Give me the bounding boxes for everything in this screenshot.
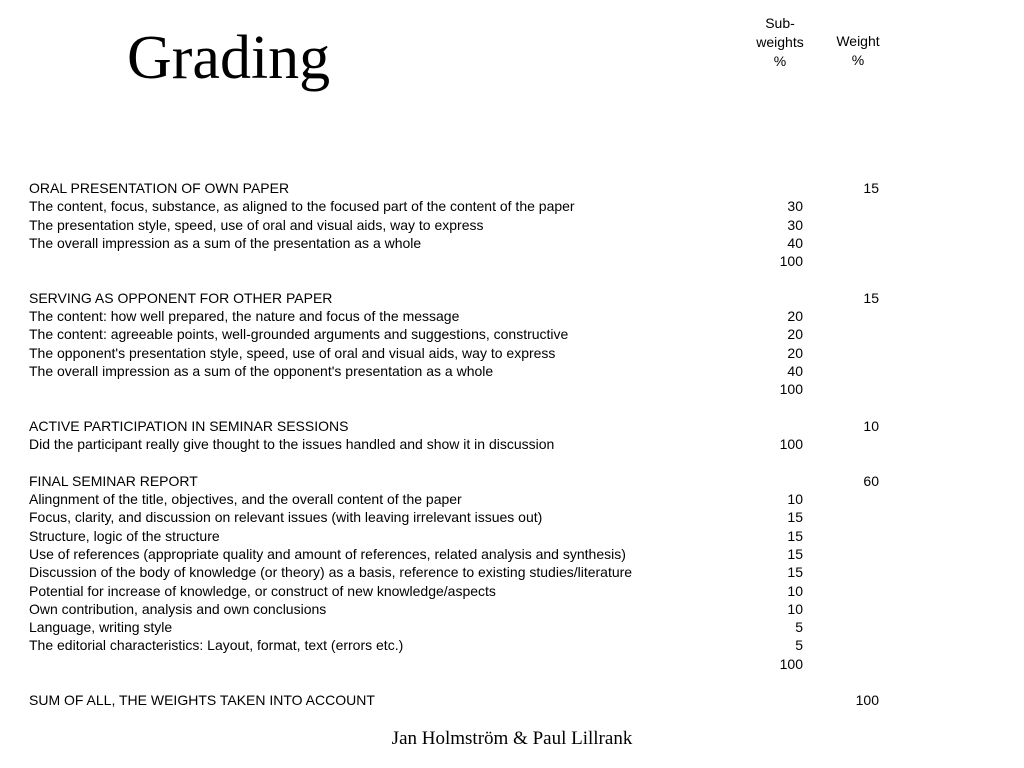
table-row <box>29 545 889 563</box>
criterion-label: The editorial characteristics: Layout, format, text (errors etc.) <box>29 637 404 654</box>
table-row <box>29 508 889 526</box>
criterion-label: The overall impression as a sum of the opponent's presentation as a whole <box>29 362 494 379</box>
subweight-value: 10 <box>787 582 803 599</box>
subweight-value: 40 <box>787 362 803 379</box>
table-row <box>29 417 889 435</box>
subweight-value: 30 <box>787 216 803 233</box>
table-row <box>29 673 889 691</box>
table-row <box>29 362 889 380</box>
subweight-value: 10 <box>787 491 803 508</box>
subweight-value: 100 <box>779 253 803 270</box>
table-row <box>29 325 889 343</box>
weight-value: 10 <box>863 417 879 434</box>
table-row <box>29 380 889 398</box>
criterion-label: ORAL PRESENTATION OF OWN PAPER <box>29 180 290 196</box>
weight-header-line: % <box>851 52 865 68</box>
criterion-label: Language, writing style <box>29 619 173 636</box>
table-row <box>29 197 889 215</box>
table-row <box>29 600 889 618</box>
criterion-label: Use of references (appropriate quality and amount of references, related analysis and synthesis) <box>29 545 626 562</box>
subweight-value: 15 <box>787 509 803 526</box>
table-row <box>29 289 889 307</box>
weight-header-line: Weight <box>836 33 880 49</box>
criterion-label: Did the participant really give thought to the issues handled and show it in discussion <box>29 436 555 453</box>
weight-value: 100 <box>855 692 879 709</box>
table-row <box>29 453 889 471</box>
table-row <box>29 216 889 234</box>
table-row <box>29 472 889 490</box>
table-row <box>29 582 889 600</box>
subweight-value: 100 <box>779 436 803 453</box>
table-row <box>29 691 889 709</box>
table-row <box>29 636 889 654</box>
criterion-label: SUM OF ALL, THE WEIGHTS TAKEN INTO ACCOUNT <box>29 692 375 709</box>
author-names: Jan Holmström & Paul Lillrank <box>391 728 633 749</box>
table-row <box>29 252 889 270</box>
criterion-label: Alingnment of the title, objectives, and the overall content of the paper <box>29 491 462 508</box>
criterion-label: Focus, clarity, and discussion on relevant issues (with leaving irrelevant issues out) <box>29 509 543 526</box>
subweight-value: 100 <box>779 381 803 398</box>
criterion-label: FINAL SEMINAR REPORT <box>29 472 198 489</box>
criterion-label: The presentation style, speed, use of oral and visual aids, way to express <box>29 216 484 233</box>
page-title: Grading <box>127 24 331 92</box>
table-row <box>29 563 889 581</box>
grading-table <box>29 179 889 710</box>
subweight-value: 5 <box>795 619 803 636</box>
table-row <box>29 655 889 673</box>
table-row <box>29 435 889 453</box>
table-row <box>29 490 889 508</box>
table-row <box>29 344 889 362</box>
subweights-column-header <box>744 14 816 71</box>
weight-value: 15 <box>863 180 879 196</box>
table-row <box>29 307 889 325</box>
subweight-value: 5 <box>795 637 803 654</box>
weight-column-header <box>822 32 894 70</box>
criterion-label: The content, focus, substance, as aligned to the focused part of the content of the paper <box>29 198 575 215</box>
criterion-label: The content: agreeable points, well-grounded arguments and suggestions, constructive <box>29 326 569 343</box>
table-row <box>29 270 889 288</box>
subweights-header-line: Sub- <box>765 15 795 31</box>
table-row <box>29 618 889 636</box>
table-row <box>29 527 889 545</box>
subweight-value: 15 <box>787 545 803 562</box>
criterion-label: SERVING AS OPPONENT FOR OTHER PAPER <box>29 289 333 306</box>
author-footer <box>0 726 1024 752</box>
criterion-label: Structure, logic of the structure <box>29 527 220 544</box>
subweight-value: 20 <box>787 326 803 343</box>
subweight-value: 40 <box>787 234 803 251</box>
criterion-label: The opponent's presentation style, speed, use of oral and visual aids, way to express <box>29 344 556 361</box>
criterion-label: Potential for increase of knowledge, or construct of new knowledge/aspects <box>29 582 496 599</box>
table-row <box>29 399 889 417</box>
criterion-label: The content: how well prepared, the nature and focus of the message <box>29 308 460 325</box>
criterion-label: The overall impression as a sum of the presentation as a whole <box>29 234 422 251</box>
criterion-label: ACTIVE PARTICIPATION IN SEMINAR SESSIONS <box>29 417 349 434</box>
subweights-header-line: weights <box>756 34 804 50</box>
subweight-value: 30 <box>787 198 803 215</box>
subweight-value: 15 <box>787 527 803 544</box>
table-row <box>29 179 889 197</box>
subweight-value: 20 <box>787 308 803 325</box>
table-row <box>29 234 889 252</box>
criterion-label: Own contribution, analysis and own conclusions <box>29 600 327 617</box>
criterion-label: Discussion of the body of knowledge (or theory) as a basis, reference to existing studies/literature <box>29 564 633 581</box>
subweights-header-line: % <box>773 53 787 69</box>
subweight-value: 10 <box>787 600 803 617</box>
subweight-value: 100 <box>779 655 803 672</box>
subweight-value: 20 <box>787 344 803 361</box>
weight-value: 60 <box>863 472 879 489</box>
subweight-value: 15 <box>787 564 803 581</box>
weight-value: 15 <box>863 289 879 306</box>
